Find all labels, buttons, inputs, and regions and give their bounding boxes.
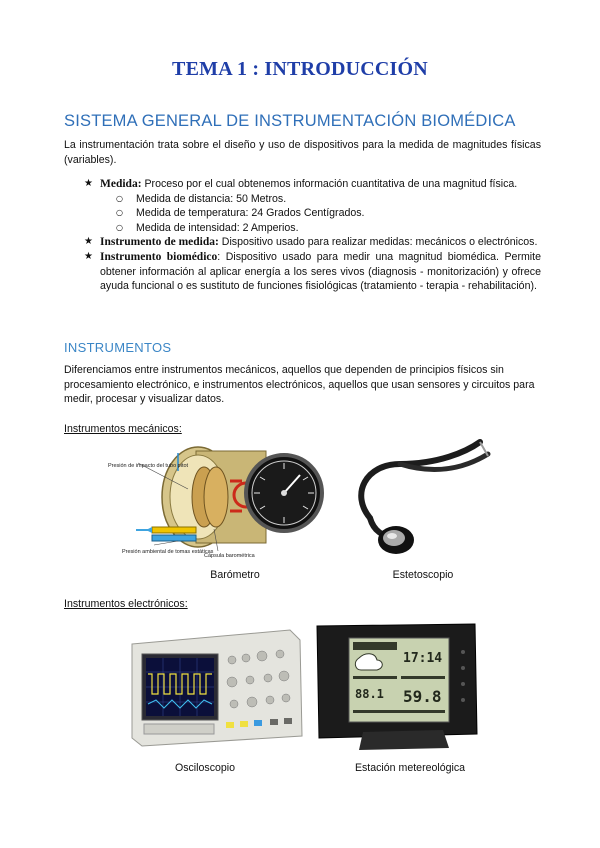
station-value-2: 59.8 — [403, 687, 442, 706]
oscilloscope-caption: Osciloscopio — [174, 762, 236, 774]
bullet-text: Proceso por el cual obtenemos información cuantitativa de una magnitud física. — [141, 178, 518, 190]
bullet-instrumento-biomedico — [84, 250, 541, 294]
section-heading: SISTEMA GENERAL DE INSTRUMENTACIÓN BIOMÉDICA — [64, 112, 516, 130]
mecanicos-label: Instrumentos mecánicos: — [64, 423, 182, 435]
example-item: ○ Medida de intensidad: 2 Amperios. — [100, 221, 541, 236]
station-value: 88.1 — [355, 687, 384, 701]
bullet-text: Dispositivo usado para realizar medidas: mecánicos o electrónicos. — [218, 236, 538, 249]
svg-text:Presión de impacto del tubo pi — [108, 463, 189, 469]
instrumentos-paragraph: Diferenciamos entre instrumentos mecánicos, aquellos que dependen de principios físicos sin procesamiento electrónico, e instrumentos electrónicos, aquellos que usan sensores y circuitos para medir, procesar y visualizar datos. — [64, 364, 535, 406]
bullet-text: : Dispositivo usado para medir una magnitud biomédica. Permite obtener información al aplicar energía a los seres vivos (diagnosis - monitorización) y ofrece ayuda funcional o es sustituto de funciones fisiológicas (tratamiento - terapia - rehabilitación). — [100, 250, 541, 293]
barometer-image — [107, 441, 328, 567]
definition-list — [84, 177, 541, 294]
oscilloscope-image — [130, 624, 302, 748]
weather-station-image — [313, 622, 481, 752]
instrumentos-heading: INSTRUMENTOS — [64, 340, 172, 355]
intro-paragraph: La instrumentación trata sobre el diseño y uso de dispositivos para la medida de magnitudes físicas (variables). — [64, 139, 541, 166]
static-label: Presión ambiental de tomas estáticas — [122, 549, 214, 555]
example-item: ○ Medida de distancia: 50 Metros. — [100, 192, 541, 207]
bullet-term: Instrumento de medida: — [100, 236, 219, 249]
bullet-instrumento-medida — [84, 235, 541, 250]
pitot-label: Presión de impacto del tubo pitot — [107, 463, 189, 469]
stethoscope-caption: Estetoscopio — [392, 569, 454, 581]
bullet-term: Instrumento biomédico — [100, 250, 218, 263]
example-item: ○ Medida de temperatura: 24 Grados Centígrados. — [100, 206, 541, 221]
station-time: 17:14 — [403, 651, 443, 666]
example-list — [100, 192, 541, 236]
weather-station-caption: Estación metereológica — [354, 762, 466, 774]
stethoscope-image — [348, 440, 498, 564]
capsule-label: Cápsula barométrica — [204, 553, 255, 559]
bullet-medida — [84, 177, 541, 235]
bullet-term: Medida: — [100, 178, 142, 190]
page-title: TEMA 1 : INTRODUCCIÓN — [172, 58, 428, 80]
electronicos-label: Instrumentos electrónicos: — [64, 598, 188, 610]
barometer-caption: Barómetro — [210, 569, 260, 581]
